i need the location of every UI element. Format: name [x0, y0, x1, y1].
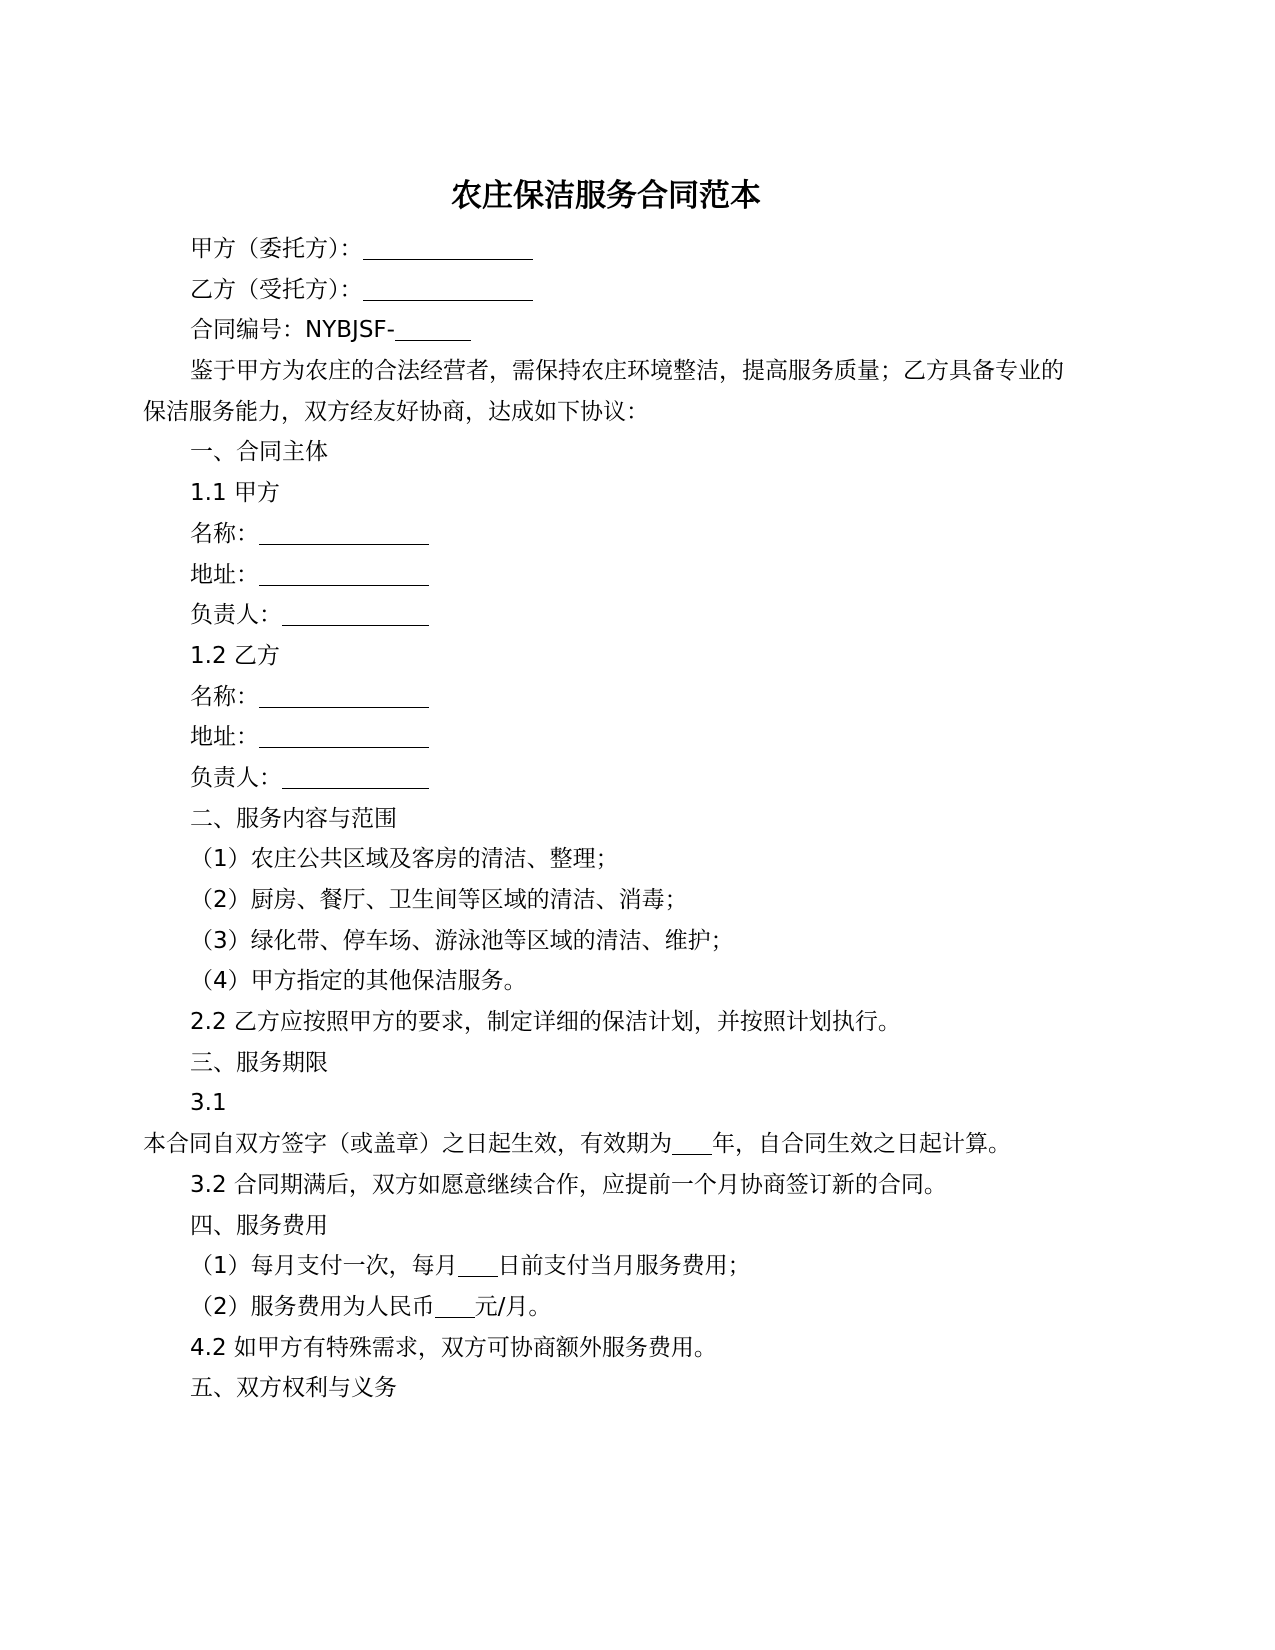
party-a-address-line	[143, 555, 1083, 596]
clause-2-2: 2.2 乙方应按照甲方的要求，制定详细的保洁计划，并按照计划执行。	[190, 1009, 901, 1036]
term-years-blank	[672, 1130, 712, 1155]
payment-day-blank	[458, 1252, 498, 1277]
party-a-address-blank	[259, 561, 429, 586]
party-b-address-label: 地址：	[190, 724, 259, 751]
fee-amount-blank	[435, 1293, 475, 1318]
clause-3-1-number: 3.1	[190, 1090, 227, 1117]
party-a-person-label: 负责人：	[190, 602, 282, 629]
clause-3-1-text	[143, 1124, 1083, 1165]
clause-3-1-part2: 年，自合同生效之日起计算。	[712, 1131, 1011, 1158]
section5-heading: 五、双方权利与义务	[190, 1375, 397, 1402]
preamble: 鉴于甲方为农庄的合法经营者，需保持农庄环境整洁，提高服务质量；乙方具备专业的保洁服务能力，双方经友好协商，达成如下协议：	[143, 358, 1064, 425]
service-item: （3）绿化带、停车场、游泳池等区域的清洁、维护；	[190, 927, 734, 954]
section4-heading: 四、服务费用	[190, 1212, 328, 1239]
party-a-address-label: 地址：	[190, 561, 259, 588]
fee-item-2-part2: 元/月。	[474, 1293, 552, 1320]
party-a-line	[143, 229, 1083, 270]
contract-no-line	[143, 310, 1083, 351]
party-a-name-line	[143, 514, 1083, 555]
fee-item-2-part1: （2）服务费用为人民币	[190, 1293, 435, 1320]
fee-item-1	[143, 1246, 1083, 1287]
section3-heading: 三、服务期限	[190, 1049, 328, 1076]
party-a-person-line	[143, 595, 1083, 636]
party-b-address-line	[143, 717, 1083, 758]
party-a-subheading: 1.1 甲方	[190, 480, 280, 507]
party-b-blank	[363, 276, 533, 301]
document-body	[143, 229, 1083, 1409]
contract-no-blank	[395, 316, 471, 341]
party-b-subheading: 1.2 乙方	[190, 642, 280, 669]
party-a-label: 甲方（委托方）：	[190, 236, 363, 262]
party-b-line	[143, 270, 1083, 311]
party-b-name-blank	[259, 683, 429, 708]
party-a-name-blank	[259, 520, 429, 545]
party-b-name-label: 名称：	[190, 683, 259, 710]
document-title: 农庄保洁服务合同范本	[451, 178, 761, 214]
service-item: （2）厨房、餐厅、卫生间等区域的清洁、消毒；	[190, 887, 688, 914]
clause-3-2: 3.2 合同期满后，双方如愿意继续合作，应提前一个月协商签订新的合同。	[190, 1171, 947, 1198]
section2-heading: 二、服务内容与范围	[190, 805, 397, 832]
party-a-blank	[363, 235, 533, 260]
party-a-name-label: 名称：	[190, 520, 259, 547]
party-b-address-blank	[259, 723, 429, 748]
clause-3-1-part1: 本合同自双方签字（或盖章）之日起生效，有效期为	[143, 1131, 672, 1158]
party-b-name-line	[143, 677, 1083, 718]
party-b-person-blank	[282, 764, 429, 789]
party-a-person-blank	[282, 601, 429, 626]
clause-4-2: 4.2 如甲方有特殊需求，双方可协商额外服务费用。	[190, 1334, 717, 1361]
fee-item-1-part1: （1）每月支付一次，每月	[190, 1253, 458, 1280]
section1-heading: 一、合同主体	[190, 439, 328, 466]
party-b-person-line	[143, 758, 1083, 799]
contract-no-label: 合同编号：NYBJSF-	[190, 317, 395, 344]
service-item: （1）农庄公共区域及客房的清洁、整理；	[190, 846, 619, 873]
party-b-person-label: 负责人：	[190, 764, 282, 791]
service-item: （4）甲方指定的其他保洁服务。	[190, 968, 527, 995]
party-b-label: 乙方（受托方）：	[190, 276, 363, 303]
fee-item-1-part2: 日前支付当月服务费用；	[497, 1253, 751, 1280]
fee-item-2	[143, 1287, 1083, 1328]
